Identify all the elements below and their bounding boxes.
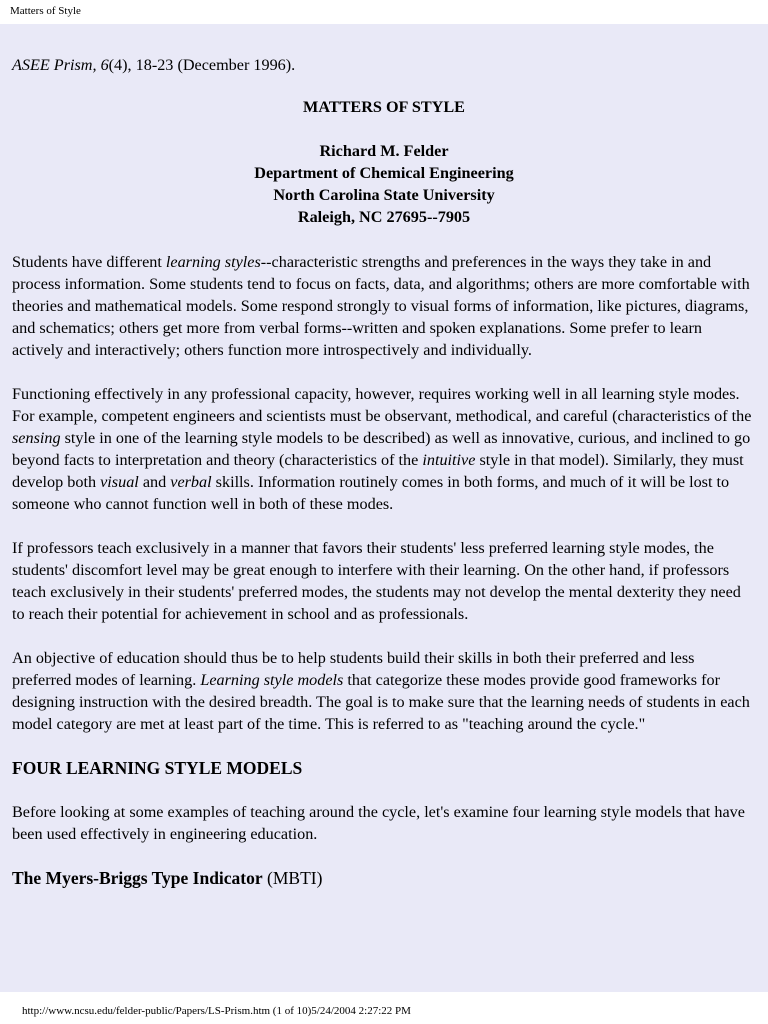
paragraph-5 [12,801,756,845]
article-title: MATTERS OF STYLE [303,98,465,116]
emphasis-text: visual [100,473,139,491]
citation-volume: 6 [96,56,109,74]
subsection-heading-rest: (MBTI) [262,868,323,888]
paragraph-text: Functioning effectively in any professional capacity, however, requires working well in all learning style modes. For example, competent engineers and scientists must be observant, methodical, and careful (characteristics of the [12,385,752,425]
paragraph-text: --characteristic strengths and preferences in the ways they take in and process information. Some students tend to focus on facts, data, and algorithms; others are more comfortable with theories and mathematical models. Some respond strongly to visual forms of information, like pictures, diagrams, and schematics; others get more from verbal forms--written and spoken explanations. Some prefer to learn actively and interactively; others function more introspectively and individually. [12,253,750,359]
paragraph-text: skills. Information routinely comes in both forms, and much of it will be lost to someone who cannot function well in both of these modes. [12,473,730,513]
paragraph-text: Students have different [12,253,166,271]
emphasis-text: learning styles [165,253,261,271]
subsection-heading-bold: The Myers-Briggs Type Indicator [12,868,263,888]
document-page [0,24,768,992]
paragraph-2 [12,383,756,515]
author-university: North Carolina State University [273,186,495,204]
paragraph-text: that categorize these modes provide good frameworks for designing instruction with the desired breadth. The goal is to make sure that the learning needs of students in each model category are met at least part of the time. This is referred to as "teaching around the cycle." [12,671,750,733]
subsection-heading [12,867,756,889]
paragraph-text: An objective of education should thus be to help students build their skills in both their preferred and less preferred modes of learning. [12,649,695,689]
header-title: Matters of Style [10,5,81,17]
paragraph-text: Before looking at some examples of teaching around the cycle, let's examine four learning style models that have been used effectively in engineering education. [12,803,745,843]
citation-journal: ASEE Prism, [12,56,97,74]
paragraph-text: style in one of the learning style models to be described) as well as innovative, curious, and inclined to go beyond facts to interpretation and theory (characteristics of the [12,429,751,469]
author-block [12,140,756,228]
page-footer [0,992,768,1024]
paragraph-4 [12,647,756,735]
author-location: Raleigh, NC 27695--7905 [297,208,471,226]
page-header [0,0,768,24]
paragraph-1 [12,251,756,361]
footer-url: http://www.ncsu.edu/felder-public/Papers/LS-Prism.htm (1 of 10)5/24/2004 2:27:22 PM [22,1005,411,1017]
emphasis-text: verbal [170,473,212,491]
paragraph-3 [12,537,756,625]
section-heading: FOUR LEARNING STYLE MODELS [12,758,303,778]
citation [12,54,756,76]
document-content [12,54,756,889]
citation-details: (4), 18-23 (December 1996). [108,56,296,74]
author-department: Department of Chemical Engineering [254,164,514,182]
paragraph-text: and [138,473,171,491]
paragraph-text: style in that model). Similarly, they must develop both [12,451,744,491]
author-name: Richard M. Felder [319,142,449,160]
emphasis-text: intuitive [422,451,476,469]
paragraph-text: If professors teach exclusively in a manner that favors their students' less preferred learning style modes, the students' discomfort level may be great enough to interfere with their learning. On the other hand, if professors teach exclusively in their students' preferred modes, the students may not develop the mental dexterity they need to reach their potential for achievement in school and as professionals. [12,539,741,623]
emphasis-text: Learning style models [200,671,344,689]
emphasis-text: sensing [12,429,61,447]
